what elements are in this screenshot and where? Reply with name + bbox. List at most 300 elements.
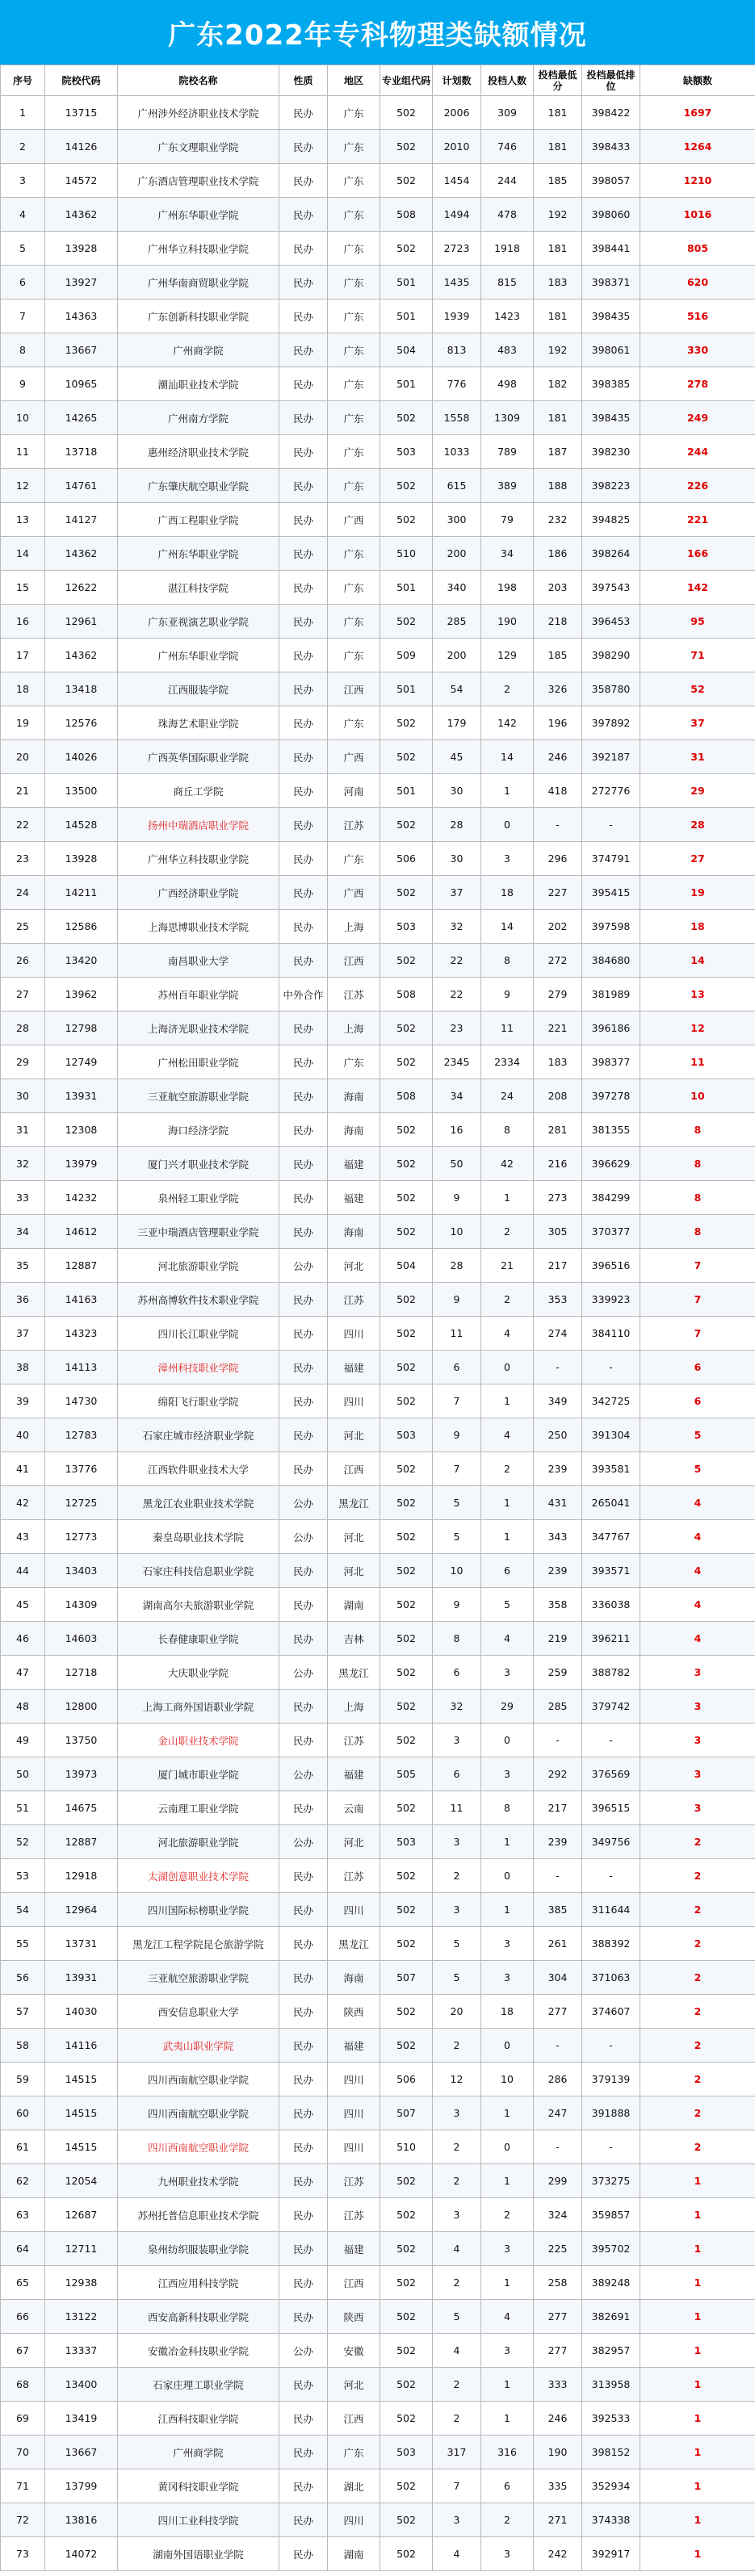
table-row <box>1 808 755 842</box>
cell-region: 安徽 <box>328 2334 380 2368</box>
cell-min-rank: 397543 <box>582 571 640 605</box>
cell-admitted: 1 <box>481 1893 534 1927</box>
table-row <box>1 503 755 537</box>
cell-code: 14211 <box>45 876 118 910</box>
cell-region: 海南 <box>328 1215 380 1249</box>
cell-region: 四川 <box>328 2503 380 2537</box>
table-row <box>1 2096 755 2130</box>
cell-code: 13927 <box>45 266 118 299</box>
table-row <box>1 1622 755 1656</box>
cell-admitted: 18 <box>481 876 534 910</box>
cell-region: 江西 <box>328 944 380 978</box>
cell-no: 3 <box>1 164 45 198</box>
cell-plan: 7 <box>433 1452 481 1486</box>
cell-no: 18 <box>1 672 45 706</box>
cell-group: 502 <box>380 706 433 740</box>
cell-nature: 公办 <box>279 2334 328 2368</box>
cell-group: 502 <box>380 1588 433 1622</box>
table-row <box>1 164 755 198</box>
cell-group: 502 <box>380 232 433 266</box>
cell-admitted: 1 <box>481 1181 534 1215</box>
cell-region: 广东 <box>328 299 380 333</box>
cell-plan: 20 <box>433 1995 481 2029</box>
cell-admitted: 244 <box>481 164 534 198</box>
cell-admitted: 815 <box>481 266 534 299</box>
cell-gap: 805 <box>640 232 755 266</box>
table-row <box>1 1317 755 1351</box>
cell-admitted: 1 <box>481 2402 534 2436</box>
cell-admitted: 3 <box>481 1927 534 1961</box>
cell-code: 12964 <box>45 1893 118 1927</box>
cell-gap: 7 <box>640 1249 755 1283</box>
cell-min-score: - <box>534 1724 582 1757</box>
cell-no: 19 <box>1 706 45 740</box>
cell-no: 40 <box>1 1418 45 1452</box>
cell-name: 潮汕职业技术学院 <box>118 367 279 401</box>
cell-plan: 615 <box>433 469 481 503</box>
cell-min-rank: 311644 <box>582 1893 640 1927</box>
cell-code: 12773 <box>45 1520 118 1554</box>
cell-name: 广州东华职业学院 <box>118 198 279 232</box>
cell-plan: 9 <box>433 1181 481 1215</box>
cell-name: 九州职业技术学院 <box>118 2164 279 2198</box>
cell-gap: 1 <box>640 2300 755 2334</box>
col-header-nature: 性质 <box>279 65 328 96</box>
cell-group: 502 <box>380 1554 433 1588</box>
cell-code: 13928 <box>45 842 118 876</box>
cell-region: 江苏 <box>328 1859 380 1893</box>
cell-min-rank: 384680 <box>582 944 640 978</box>
cell-code: 12749 <box>45 1045 118 1079</box>
cell-nature: 民办 <box>279 2096 328 2130</box>
cell-plan: 2 <box>433 2368 481 2402</box>
cell-gap: 7 <box>640 1283 755 1317</box>
cell-name: 四川西南航空职业学院 <box>118 2063 279 2096</box>
cell-min-score: 186 <box>534 537 582 571</box>
cell-gap: 166 <box>640 537 755 571</box>
col-header-name: 院校名称 <box>118 65 279 96</box>
cell-min-score: 239 <box>534 1554 582 1588</box>
cell-min-rank: 374607 <box>582 1995 640 2029</box>
cell-plan: 5 <box>433 1961 481 1995</box>
cell-plan: 5 <box>433 2300 481 2334</box>
cell-group: 510 <box>380 2130 433 2164</box>
cell-group: 502 <box>380 1690 433 1724</box>
table-row <box>1 1113 755 1147</box>
cell-admitted: 3 <box>481 1757 534 1791</box>
cell-code: 12887 <box>45 1825 118 1859</box>
cell-region: 海南 <box>328 1961 380 1995</box>
cell-nature: 民办 <box>279 1554 328 1588</box>
cell-gap: 3 <box>640 1757 755 1791</box>
cell-name: 广州涉外经济职业技术学院 <box>118 96 279 130</box>
table-row <box>1 1147 755 1181</box>
cell-admitted: 3 <box>481 842 534 876</box>
cell-nature: 民办 <box>279 2537 328 2571</box>
cell-min-rank: 398435 <box>582 299 640 333</box>
cell-no: 1 <box>1 96 45 130</box>
cell-group: 508 <box>380 198 433 232</box>
cell-no: 21 <box>1 774 45 808</box>
cell-min-rank: 388392 <box>582 1927 640 1961</box>
cell-min-score: 246 <box>534 740 582 774</box>
cell-gap: 4 <box>640 1554 755 1588</box>
cell-code: 14363 <box>45 299 118 333</box>
cell-no: 59 <box>1 2063 45 2096</box>
cell-admitted: 1 <box>481 2266 534 2300</box>
cell-plan: 10 <box>433 1215 481 1249</box>
cell-min-rank: 370377 <box>582 1215 640 1249</box>
table-row <box>1 2402 755 2436</box>
cell-nature: 民办 <box>279 2266 328 2300</box>
cell-min-rank: 379139 <box>582 2063 640 2096</box>
cell-code: 12938 <box>45 2266 118 2300</box>
cell-region: 江苏 <box>328 978 380 1012</box>
cell-name: 太湖创意职业技术学院 <box>118 1859 279 1893</box>
cell-plan: 45 <box>433 740 481 774</box>
table-row <box>1 1554 755 1588</box>
cell-no: 46 <box>1 1622 45 1656</box>
cell-no: 42 <box>1 1486 45 1520</box>
cell-plan: 3 <box>433 2503 481 2537</box>
cell-region: 福建 <box>328 1757 380 1791</box>
cell-min-score: - <box>534 1351 582 1384</box>
cell-region: 福建 <box>328 1147 380 1181</box>
cell-nature: 民办 <box>279 1147 328 1181</box>
cell-min-score: 258 <box>534 2266 582 2300</box>
table-row <box>1 1045 755 1079</box>
cell-plan: 1558 <box>433 401 481 435</box>
cell-plan: 2 <box>433 2164 481 2198</box>
cell-group: 502 <box>380 2334 433 2368</box>
cell-nature: 公办 <box>279 1249 328 1283</box>
cell-gap: 2 <box>640 1859 755 1893</box>
cell-no: 7 <box>1 299 45 333</box>
cell-code: 14515 <box>45 2063 118 2096</box>
cell-admitted: 10 <box>481 2063 534 2096</box>
cell-plan: 9 <box>433 1418 481 1452</box>
cell-group: 502 <box>380 1893 433 1927</box>
cell-code: 14603 <box>45 1622 118 1656</box>
cell-min-rank: 336038 <box>582 1588 640 1622</box>
cell-name: 广西经济职业学院 <box>118 876 279 910</box>
cell-min-score: 296 <box>534 842 582 876</box>
cell-name: 江西服装学院 <box>118 672 279 706</box>
cell-nature: 民办 <box>279 1079 328 1113</box>
cell-min-score: 261 <box>534 1927 582 1961</box>
cell-plan: 7 <box>433 1384 481 1418</box>
cell-nature: 民办 <box>279 1351 328 1384</box>
cell-name: 安徽冶金科技职业学院 <box>118 2334 279 2368</box>
cell-name: 石家庄科技信息职业学院 <box>118 1554 279 1588</box>
table-row <box>1 1893 755 1927</box>
cell-gap: 142 <box>640 571 755 605</box>
cell-plan: 3 <box>433 1893 481 1927</box>
cell-plan: 285 <box>433 605 481 639</box>
cell-no: 23 <box>1 842 45 876</box>
cell-gap: 278 <box>640 367 755 401</box>
cell-gap: 19 <box>640 876 755 910</box>
cell-nature: 民办 <box>279 2436 328 2469</box>
cell-name: 四川西南航空职业学院 <box>118 2130 279 2164</box>
cell-nature: 民办 <box>279 2368 328 2402</box>
cell-admitted: 4 <box>481 1418 534 1452</box>
cell-group: 502 <box>380 1452 433 1486</box>
cell-group: 502 <box>380 876 433 910</box>
table-row <box>1 706 755 740</box>
cell-gap: 6 <box>640 1384 755 1418</box>
table-row <box>1 944 755 978</box>
cell-region: 陕西 <box>328 2300 380 2334</box>
col-header-gap: 缺额数 <box>640 65 755 96</box>
cell-code: 13816 <box>45 2503 118 2537</box>
cell-code: 14730 <box>45 1384 118 1418</box>
cell-min-score: 192 <box>534 333 582 367</box>
cell-group: 501 <box>380 299 433 333</box>
cell-code: 14515 <box>45 2130 118 2164</box>
cell-code: 13750 <box>45 1724 118 1757</box>
cell-plan: 1454 <box>433 164 481 198</box>
cell-name: 商丘工学院 <box>118 774 279 808</box>
cell-min-rank: 371063 <box>582 1961 640 1995</box>
cell-admitted: 8 <box>481 944 534 978</box>
cell-region: 湖南 <box>328 1588 380 1622</box>
cell-name: 四川国际标榜职业学院 <box>118 1893 279 1927</box>
cell-nature: 民办 <box>279 96 328 130</box>
cell-name: 南昌职业大学 <box>118 944 279 978</box>
cell-code: 14675 <box>45 1791 118 1825</box>
cell-admitted: 478 <box>481 198 534 232</box>
table-row <box>1 1181 755 1215</box>
cell-min-score: 183 <box>534 1045 582 1079</box>
cell-region: 广东 <box>328 571 380 605</box>
cell-admitted: 3 <box>481 2232 534 2266</box>
cell-no: 70 <box>1 2436 45 2469</box>
cell-min-rank: 376569 <box>582 1757 640 1791</box>
table-row <box>1 2029 755 2063</box>
cell-gap: 1 <box>640 2232 755 2266</box>
table-row <box>1 367 755 401</box>
cell-admitted: 483 <box>481 333 534 367</box>
cell-min-rank: 396453 <box>582 605 640 639</box>
cell-admitted: 6 <box>481 1554 534 1588</box>
cell-region: 海南 <box>328 1113 380 1147</box>
cell-admitted: 14 <box>481 910 534 944</box>
cell-name: 惠州经济职业技术学院 <box>118 435 279 469</box>
cell-min-rank: 397892 <box>582 706 640 740</box>
cell-name: 广西英华国际职业学院 <box>118 740 279 774</box>
cell-group: 502 <box>380 740 433 774</box>
cell-group: 502 <box>380 2232 433 2266</box>
cell-nature: 民办 <box>279 1927 328 1961</box>
cell-code: 12725 <box>45 1486 118 1520</box>
cell-name: 河北旅游职业学院 <box>118 1825 279 1859</box>
cell-code: 13418 <box>45 672 118 706</box>
cell-min-rank: 397598 <box>582 910 640 944</box>
cell-name: 广州南方学院 <box>118 401 279 435</box>
cell-plan: 37 <box>433 876 481 910</box>
cell-code: 14323 <box>45 1317 118 1351</box>
col-header-code: 院校代码 <box>45 65 118 96</box>
cell-admitted: 1 <box>481 1825 534 1859</box>
cell-nature: 民办 <box>279 2029 328 2063</box>
cell-min-score: 418 <box>534 774 582 808</box>
cell-min-rank: 398152 <box>582 2436 640 2469</box>
cell-nature: 民办 <box>279 299 328 333</box>
cell-gap: 1 <box>640 2402 755 2436</box>
cell-admitted: 789 <box>481 435 534 469</box>
cell-group: 502 <box>380 1859 433 1893</box>
cell-min-score: 326 <box>534 672 582 706</box>
cell-name: 河北旅游职业学院 <box>118 1249 279 1283</box>
cell-plan: 11 <box>433 1317 481 1351</box>
cell-no: 30 <box>1 1079 45 1113</box>
cell-gap: 3 <box>640 1656 755 1690</box>
cell-group: 502 <box>380 1927 433 1961</box>
cell-min-rank: 392533 <box>582 2402 640 2436</box>
cell-name: 广州华南商贸职业学院 <box>118 266 279 299</box>
cell-min-rank: 391304 <box>582 1418 640 1452</box>
cell-min-rank: 373275 <box>582 2164 640 2198</box>
cell-region: 河北 <box>328 1418 380 1452</box>
page-title: 广东2022年专科物理类缺额情况 <box>168 19 587 52</box>
cell-no: 29 <box>1 1045 45 1079</box>
cell-group: 502 <box>380 503 433 537</box>
table-row <box>1 1351 755 1384</box>
cell-admitted: 0 <box>481 2029 534 2063</box>
cell-min-rank: 384110 <box>582 1317 640 1351</box>
table-row <box>1 2334 755 2368</box>
cell-admitted: 746 <box>481 130 534 164</box>
cell-min-rank: 388782 <box>582 1656 640 1690</box>
cell-nature: 民办 <box>279 2130 328 2164</box>
cell-admitted: 1918 <box>481 232 534 266</box>
cell-nature: 民办 <box>279 469 328 503</box>
cell-name: 漳州科技职业学院 <box>118 1351 279 1384</box>
cell-min-score: 188 <box>534 469 582 503</box>
table-row <box>1 266 755 299</box>
cell-code: 12711 <box>45 2232 118 2266</box>
cell-min-score: 279 <box>534 978 582 1012</box>
table-row <box>1 2198 755 2232</box>
cell-gap: 8 <box>640 1113 755 1147</box>
cell-nature: 民办 <box>279 1995 328 2029</box>
cell-plan: 300 <box>433 503 481 537</box>
cell-plan: 2010 <box>433 130 481 164</box>
cell-plan: 813 <box>433 333 481 367</box>
table-row <box>1 740 755 774</box>
cell-min-rank: 396629 <box>582 1147 640 1181</box>
cell-min-rank: 381355 <box>582 1113 640 1147</box>
cell-nature: 民办 <box>279 232 328 266</box>
cell-gap: 1 <box>640 2436 755 2469</box>
cell-no: 67 <box>1 2334 45 2368</box>
cell-name: 西安信息职业大学 <box>118 1995 279 2029</box>
cell-gap: 2 <box>640 2130 755 2164</box>
cell-group: 502 <box>380 2266 433 2300</box>
cell-admitted: 309 <box>481 96 534 130</box>
cell-no: 71 <box>1 2469 45 2503</box>
cell-min-score: 185 <box>534 164 582 198</box>
cell-admitted: 4 <box>481 2300 534 2334</box>
cell-name: 金山职业技术学院 <box>118 1724 279 1757</box>
cell-group: 502 <box>380 1791 433 1825</box>
cell-code: 13979 <box>45 1147 118 1181</box>
cell-min-rank: 392187 <box>582 740 640 774</box>
cell-code: 13931 <box>45 1079 118 1113</box>
table-row <box>1 1656 755 1690</box>
cell-no: 33 <box>1 1181 45 1215</box>
cell-nature: 民办 <box>279 1961 328 1995</box>
cell-admitted: 2334 <box>481 1045 534 1079</box>
cell-group: 502 <box>380 1351 433 1384</box>
cell-min-score: 216 <box>534 1147 582 1181</box>
cell-gap: 4 <box>640 1486 755 1520</box>
cell-no: 8 <box>1 333 45 367</box>
cell-name: 苏州托普信息职业技术学院 <box>118 2198 279 2232</box>
cell-name: 泉州纺织服装职业学院 <box>118 2232 279 2266</box>
cell-name: 上海济光职业技术学院 <box>118 1012 279 1045</box>
cell-code: 14362 <box>45 198 118 232</box>
cell-gap: 221 <box>640 503 755 537</box>
cell-admitted: 29 <box>481 1690 534 1724</box>
cell-group: 502 <box>380 2300 433 2334</box>
cell-region: 黑龙江 <box>328 1486 380 1520</box>
cell-group: 502 <box>380 808 433 842</box>
table-row <box>1 842 755 876</box>
cell-nature: 民办 <box>279 1724 328 1757</box>
cell-min-rank: 374338 <box>582 2503 640 2537</box>
cell-code: 14116 <box>45 2029 118 2063</box>
cell-group: 508 <box>380 978 433 1012</box>
cell-region: 广东 <box>328 333 380 367</box>
cell-region: 福建 <box>328 1351 380 1384</box>
table-row <box>1 1283 755 1317</box>
cell-admitted: 1423 <box>481 299 534 333</box>
cell-name: 珠海艺术职业学院 <box>118 706 279 740</box>
cell-gap: 1 <box>640 2198 755 2232</box>
table-row <box>1 1995 755 2029</box>
cell-admitted: 1 <box>481 774 534 808</box>
cell-code: 13718 <box>45 435 118 469</box>
table-row <box>1 1961 755 1995</box>
cell-region: 陕西 <box>328 1995 380 2029</box>
cell-min-score: 182 <box>534 367 582 401</box>
cell-region: 江苏 <box>328 2164 380 2198</box>
cell-code: 12586 <box>45 910 118 944</box>
cell-min-rank: 374791 <box>582 842 640 876</box>
cell-plan: 10 <box>433 1554 481 1588</box>
cell-min-score: 343 <box>534 1520 582 1554</box>
cell-gap: 2 <box>640 1927 755 1961</box>
cell-min-rank: - <box>582 1859 640 1893</box>
cell-gap: 1 <box>640 2164 755 2198</box>
cell-min-rank: 398061 <box>582 333 640 367</box>
cell-min-rank: 358780 <box>582 672 640 706</box>
cell-nature: 民办 <box>279 876 328 910</box>
cell-group: 502 <box>380 1622 433 1656</box>
cell-admitted: 5 <box>481 1588 534 1622</box>
cell-plan: 3 <box>433 2096 481 2130</box>
cell-min-score: 219 <box>534 1622 582 1656</box>
cell-group: 508 <box>380 1079 433 1113</box>
cell-group: 502 <box>380 2164 433 2198</box>
cell-min-rank: 347767 <box>582 1520 640 1554</box>
cell-region: 广西 <box>328 740 380 774</box>
cell-gap: 29 <box>640 774 755 808</box>
table-row <box>1 910 755 944</box>
cell-nature: 民办 <box>279 605 328 639</box>
